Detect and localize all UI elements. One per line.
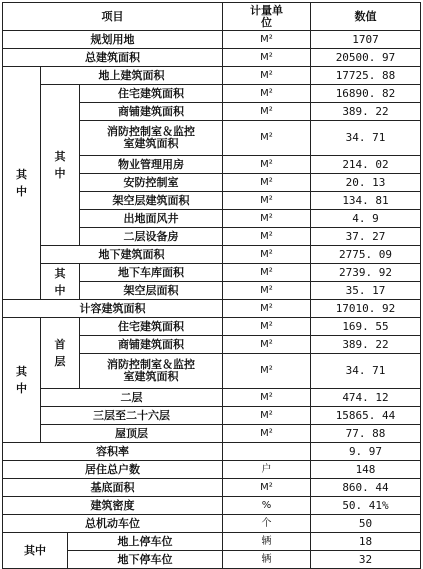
row-label: 住宅建筑面积: [80, 318, 223, 336]
row-value: 134. 81: [311, 192, 421, 210]
row-label: 商铺建筑面积: [80, 336, 223, 354]
row-value: 2739. 92: [311, 264, 421, 282]
row-value: 1707: [311, 31, 421, 49]
row-label: 住宅建筑面积: [80, 85, 223, 103]
row-value: 77. 88: [311, 425, 421, 443]
row-value: 9. 97: [311, 443, 421, 461]
table-row: [3, 67, 421, 85]
row-label: 总机动车位: [3, 515, 223, 533]
row-value: 17725. 88: [311, 67, 421, 85]
group-qizhong-label: 其中: [3, 533, 68, 569]
group-shouceng-label: 首层: [41, 318, 80, 389]
row-label: 出地面风井: [80, 210, 223, 228]
row-value: 50. 41%: [311, 497, 421, 515]
row-unit: 户: [223, 461, 311, 479]
row-unit: M²: [223, 479, 311, 497]
table-row: [3, 533, 421, 551]
header-item: 项目: [3, 3, 223, 31]
row-label: 物业管理用房: [80, 156, 223, 174]
row-label: 地下车库面积: [80, 264, 223, 282]
row-unit: %: [223, 497, 311, 515]
table-row: [3, 515, 421, 533]
header-unit: 计量单 位: [223, 3, 311, 31]
row-unit: M²: [223, 389, 311, 407]
row-value: 148: [311, 461, 421, 479]
row-value: 37. 27: [311, 228, 421, 246]
row-value: 214. 02: [311, 156, 421, 174]
row-label: 架空层建筑面积: [80, 192, 223, 210]
table-row: [3, 264, 421, 282]
row-unit: M²: [223, 282, 311, 300]
row-label: 架空层面积: [80, 282, 223, 300]
row-label: 地下停车位: [68, 551, 223, 569]
row-unit: M²: [223, 49, 311, 67]
row-label: 地下建筑面积: [41, 246, 223, 264]
table-row: [3, 300, 421, 318]
row-unit: M²: [223, 318, 311, 336]
row-label: 二层设备房: [80, 228, 223, 246]
row-unit: M²: [223, 156, 311, 174]
row-unit: M²: [223, 246, 311, 264]
row-value: 474. 12: [311, 389, 421, 407]
row-label: 规划用地: [3, 31, 223, 49]
row-label: 总建筑面积: [3, 49, 223, 67]
group-qizhong-label: 其中: [3, 318, 41, 443]
row-unit: 辆: [223, 551, 311, 569]
row-value: 2775. 09: [311, 246, 421, 264]
table-row: [3, 389, 421, 407]
table-row: [3, 85, 421, 103]
header-value: 数值: [311, 3, 421, 31]
row-unit: M²: [223, 121, 311, 156]
row-value: 20. 13: [311, 174, 421, 192]
row-value: 860. 44: [311, 479, 421, 497]
row-value: 4. 9: [311, 210, 421, 228]
row-unit: M²: [223, 336, 311, 354]
row-unit: M²: [223, 425, 311, 443]
row-label: 三层至二十六层: [41, 407, 223, 425]
row-unit: [223, 443, 311, 461]
row-label: 计容建筑面积: [3, 300, 223, 318]
row-value: 20500. 97: [311, 49, 421, 67]
row-unit: M²: [223, 300, 311, 318]
row-value: 34. 71: [311, 121, 421, 156]
row-unit: M²: [223, 264, 311, 282]
row-unit: M²: [223, 354, 311, 389]
row-label: 地上停车位: [68, 533, 223, 551]
row-value: 15865. 44: [311, 407, 421, 425]
row-unit: M²: [223, 174, 311, 192]
row-unit: M²: [223, 228, 311, 246]
table-header-row: [3, 3, 421, 31]
table-row: [3, 407, 421, 425]
row-label: 基底面积: [3, 479, 223, 497]
row-unit: M²: [223, 407, 311, 425]
table-row: [3, 31, 421, 49]
table-row: [3, 318, 421, 336]
row-unit: M²: [223, 210, 311, 228]
table-row: [3, 425, 421, 443]
row-label: 居住总户数: [3, 461, 223, 479]
row-value: 32: [311, 551, 421, 569]
table-row: [3, 443, 421, 461]
row-value: 16890. 82: [311, 85, 421, 103]
row-label: 容积率: [3, 443, 223, 461]
group-qizhong-label: 其中: [3, 67, 41, 300]
row-value: 389. 22: [311, 336, 421, 354]
row-unit: M²: [223, 67, 311, 85]
row-unit: M²: [223, 31, 311, 49]
table-row: [3, 461, 421, 479]
group-qizhong-label: 其中: [41, 264, 80, 300]
table-row: [3, 479, 421, 497]
table-row: [3, 497, 421, 515]
table-row: [3, 49, 421, 67]
table-row: [3, 246, 421, 264]
row-value: 17010. 92: [311, 300, 421, 318]
row-label: 屋顶层: [41, 425, 223, 443]
row-label: 建筑密度: [3, 497, 223, 515]
row-unit: 辆: [223, 533, 311, 551]
planning-indicator-table: [2, 2, 421, 569]
row-label: 商铺建筑面积: [80, 103, 223, 121]
row-value: 169. 55: [311, 318, 421, 336]
row-unit: M²: [223, 192, 311, 210]
row-value: 35. 17: [311, 282, 421, 300]
row-label: 安防控制室: [80, 174, 223, 192]
row-label: 二层: [41, 389, 223, 407]
row-unit: M²: [223, 85, 311, 103]
row-unit: 个: [223, 515, 311, 533]
row-label: 地上建筑面积: [41, 67, 223, 85]
row-value: 18: [311, 533, 421, 551]
row-value: 50: [311, 515, 421, 533]
row-unit: M²: [223, 103, 311, 121]
row-label: 消防控制室＆监控 室建筑面积: [80, 121, 223, 156]
row-value: 389. 22: [311, 103, 421, 121]
row-value: 34. 71: [311, 354, 421, 389]
row-label: 消防控制室＆监控 室建筑面积: [80, 354, 223, 389]
group-qizhong-label: 其中: [41, 85, 80, 246]
